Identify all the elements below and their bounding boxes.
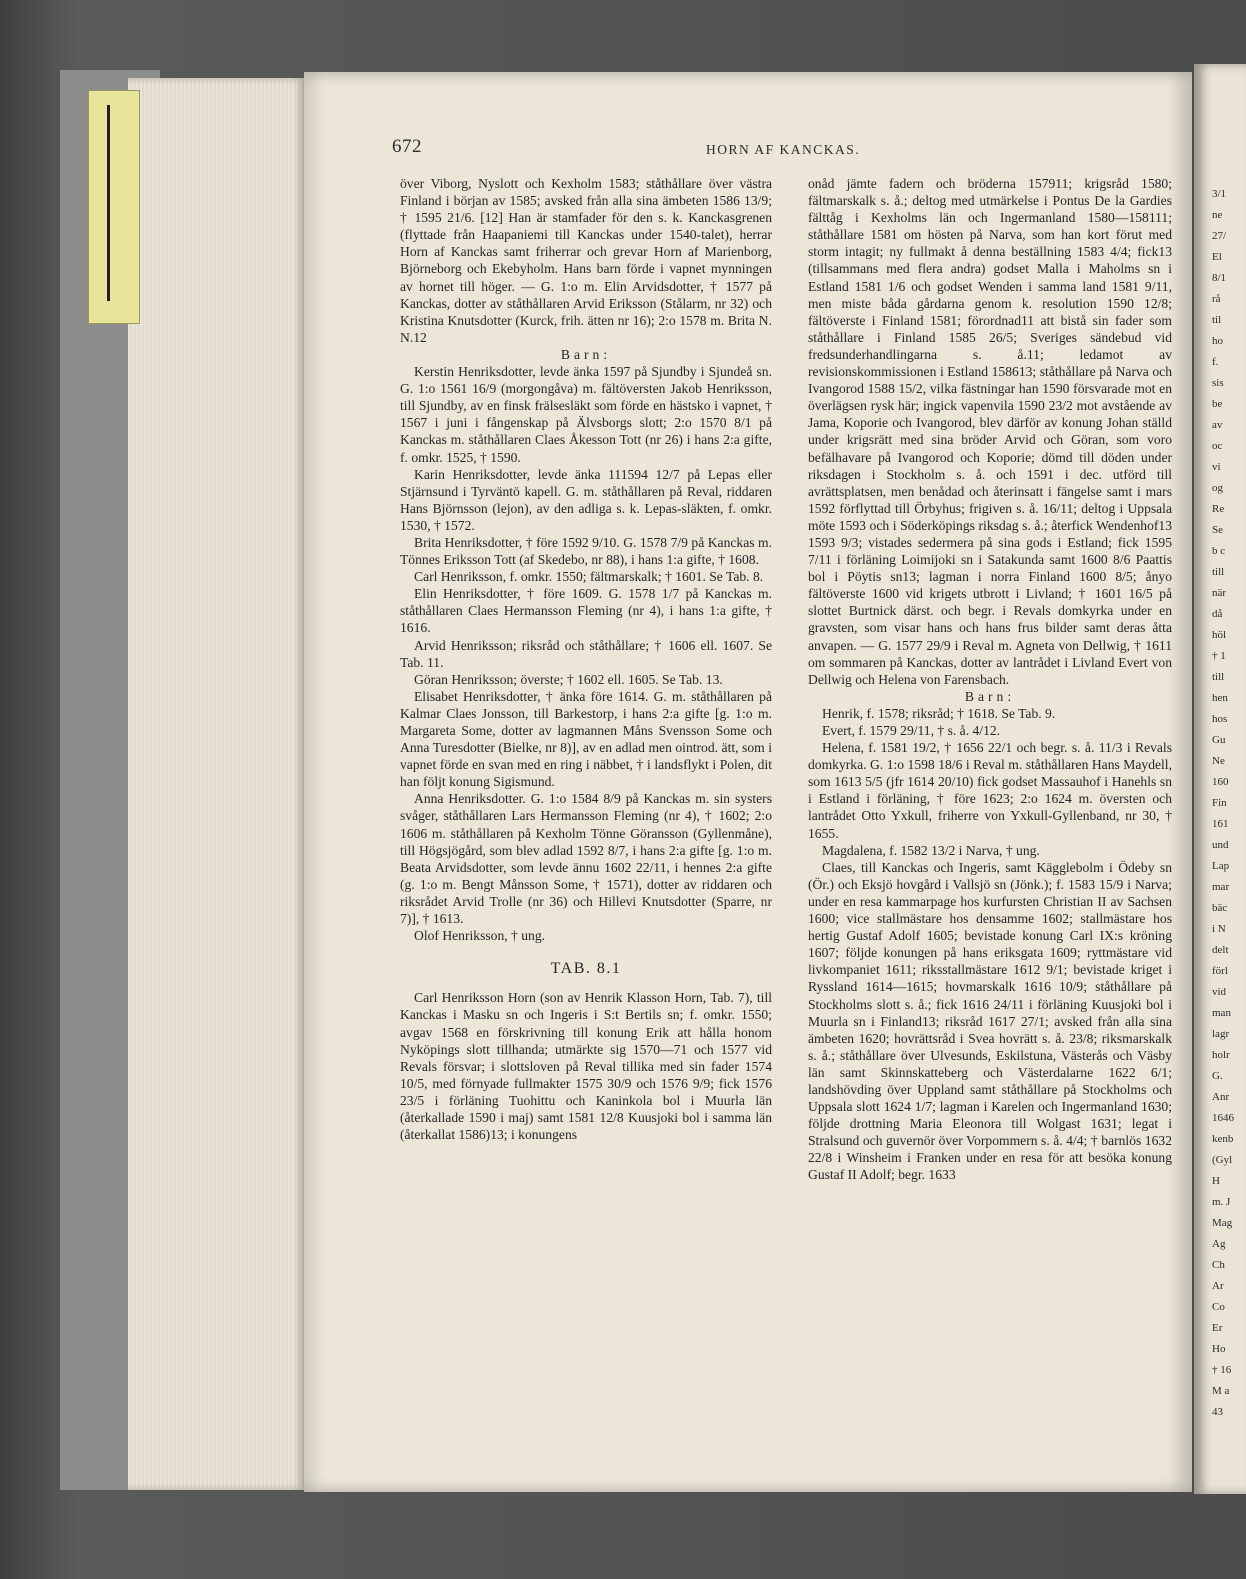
- next-page-fragment: Er: [1212, 1322, 1223, 1334]
- next-page-fragment: i N: [1212, 923, 1226, 935]
- next-page-fragment: Re: [1212, 503, 1225, 515]
- next-page-fragment: Fin: [1212, 797, 1227, 809]
- next-page-fragment: 8/1: [1212, 272, 1227, 284]
- paragraph: Göran Henriksson; överste; † 1602 ell. 1605. Se Tab. 13.: [414, 671, 723, 687]
- next-page-fragment: Ar: [1212, 1280, 1224, 1292]
- spine-label: [88, 90, 140, 324]
- next-page-fragment: 1646: [1212, 1112, 1234, 1124]
- next-page-fragment: vi: [1212, 461, 1221, 473]
- next-page-fragment: til: [1212, 314, 1222, 326]
- next-page-fragment: Co: [1212, 1301, 1225, 1313]
- running-head: HORN AF KANCKAS.: [706, 142, 861, 157]
- next-page-fragment: f.: [1212, 356, 1219, 368]
- next-page-fragment: und: [1212, 839, 1229, 851]
- paragraph: Anna Henriksdotter. G. 1:o 1584 8/9 på Kanckas m. sin systers svåger, ståthållaren Lars Hermansson Fleming (nr 4), † 1602; 2:o 1606 m. ståthållaren på Kexholm Tönne Göransson (Gyllenmåne), till Högsjögård, som blev adlad 1592 8/7, i hans 2:a gifte [g. 1:o m. Beata Arvidsdotter, som levde ännu 1602 22/11, i hennes 2:a gifte (g. 1:o m. Bengt Månsson Some, † 1571), dotter av riddaren och riksrådet Arvid Trolle (nr 36) och Hillevi Knutsdotter (Sparre, nr 7)], † 1613.: [400, 791, 772, 927]
- next-page-fragment: Anr: [1212, 1091, 1230, 1103]
- paragraph: Carl Henriksson, f. omkr. 1550; fältmarskalk; † 1601. Se Tab. 8.: [414, 569, 764, 585]
- next-page-fragment: kenb: [1212, 1133, 1234, 1145]
- next-page-fragment: m. J: [1212, 1196, 1231, 1208]
- next-page-fragment: Mag: [1212, 1217, 1233, 1229]
- paragraph: Magdalena, f. 1582 13/2 i Narva, † ung.: [822, 842, 1040, 858]
- paragraph: Karin Henriksdotter, levde änka 111594 12/7 på Lepas eller Stjärnsund i Tyrväntö kapell. G. m. ståthållaren på Reval, riddaren Hans Björnsson (lejon), av den adliga s. k. Lepas-släkten, f. omkr. 1530, † 1572.: [400, 466, 772, 533]
- next-page-fragment: förl: [1212, 965, 1228, 977]
- next-page-fragment: holr: [1212, 1049, 1230, 1061]
- next-page-fragment: † 16: [1212, 1364, 1232, 1376]
- next-page-fragment: Ch: [1212, 1259, 1225, 1271]
- next-page-fragment: M a: [1212, 1385, 1230, 1397]
- next-page-fragment: hos: [1212, 713, 1228, 725]
- next-page-fragment: G.: [1212, 1070, 1223, 1082]
- next-page-fragment: El: [1212, 251, 1222, 263]
- paragraph: Helena, f. 1581 19/2, † 1656 22/1 och begr. s. å. 11/3 i Revals domkyrka. G. 1:o 1598 18/6 i Reval m. ståthållaren Hans Maydell, som 1613 5/5 (jfr 1614 20/10) fick godset Massauhof i Hanehls sn i Estland i förläning, † före 1623; 2:o 1624 m. översten och lantrådet Otto Yxkull, friherre von Yxkull-Gyllenband, nr 30, † 1655.: [808, 740, 1172, 841]
- paragraph: Henrik, f. 1578; riksråd; † 1618. Se Tab. 9.: [822, 705, 1056, 721]
- page-number: 672: [392, 136, 422, 157]
- next-page-fragment: bäc: [1212, 902, 1228, 914]
- next-page-fragment: sis: [1212, 377, 1224, 389]
- book-page: [304, 72, 1192, 1492]
- next-page-fragment: 3/1: [1212, 188, 1227, 200]
- next-page-fragment: Gu: [1212, 734, 1226, 746]
- next-page-text: [1194, 64, 1246, 1423]
- next-page-fragment: 160: [1212, 776, 1229, 788]
- next-page-fragment: hen: [1212, 692, 1228, 704]
- next-page-fragment: då: [1212, 608, 1223, 620]
- page-header: [392, 136, 1092, 160]
- next-page-fragment: när: [1212, 587, 1227, 599]
- paragraph: Arvid Henriksson; riksråd och ståthållare; † 1606 ell. 1607. Se Tab. 11.: [400, 637, 772, 670]
- paragraph: Kerstin Henriksdotter, levde änka 1597 på Sjundby i Sjundeå sn. G. 1:o 1561 16/9 (morgongåva) m. fältöversten Jakob Henriksson, till Sjundby, av en finsk frälsesläkt som förde en hästsko i vapnet, † 1567 i juni i fångenskap på Älvsborgs slott; 2:o 1570 8/1 på Kanckas m. ståthållaren Claes Åkesson Tott (nr 26) i hans 2:a gifte, f. omkr. 1525, † 1590.: [400, 364, 772, 465]
- paragraph: Elisabet Henriksdotter, † änka före 1614. G. m. ståthållaren på Kalmar Claes Jonsson, till Barkestorp, i hans 2:a gifte [g. 1:o m. Margareta Some, dotter av lagmannen Måns Svensson Some och Anna Turesdotter (Bielke, nr 8)], av en adlad men ointrod. ätt, som i vapnet förde en svan med en ring i näbbet, † i landsflykt i Polen, dit han följt konung Sigismund.: [400, 688, 772, 790]
- paragraph: Evert, f. 1579 29/11, † s. å. 4/12.: [822, 723, 1001, 738]
- next-page-fragment: Lap: [1212, 860, 1230, 872]
- paragraph: Carl Henriksson Horn (son av Henrik Klasson Horn, Tab. 7), till Kanckas i Masku sn och Ingeris i S:t Bertils sn; f. omkr. 1550; avgav 1568 en förskrivning till konung Erik att hålla honom Nyköpings slott tillhanda; utmärkte sig 1570—71 och 1577 vid Revals försvar; i slottsloven på Reval tillika med sin fader 1574 10/5, med förnyade fullmakter 1575 30/9 och 1576 9/9; fick 1576 23/5 i förläning Tuohittu och Kaninkola bol i Muurla län (återkallade 1590 i maj) samt 1581 12/8 Kuusjoki bol i samma län (återkallat 1586)13; i konungens: [400, 990, 772, 1143]
- paragraph: över Viborg, Nyslott och Kexholm 1583; ståthållare över västra Finland i början av 1585; avsked från alla sina ämbeten 1586 13/9; † 1595 21/6. [12] Han är stamfader för den s. k. Kanckasgrenen (flyttade från Haapaniemi till Kanckas under 1540-talet), herrar Horn af Kanckas samt friherrar och grevar Horn af Marienborg, Björneborg och Ekebyholm. Hans barn förde i vapnet mynningen av hornet till höger. — G. 1:o m. Elin Arvidsdotter, † 1577 på Kanckas, dotter av ståthållaren Arvid Eriksson (Stålarm, nr 32) och Kristina Knutsdotter (Kurck, frih. ätten nr 16); 2:o 1578 m. Brita N. N.12: [400, 176, 772, 345]
- next-page-fragment: ne: [1212, 209, 1223, 221]
- next-page-fragment: Ag: [1212, 1238, 1226, 1250]
- next-page-fragment: Ne: [1212, 755, 1225, 767]
- page-edges: [128, 78, 306, 1490]
- next-page-fragment: lagr: [1212, 1028, 1230, 1040]
- next-page-edge: [1194, 64, 1246, 1494]
- next-page-fragment: till: [1212, 671, 1225, 683]
- paragraph: Olof Henriksson, † ung.: [414, 928, 546, 944]
- table-heading: TAB. 8.1: [550, 960, 622, 978]
- next-page-fragment: 161: [1212, 818, 1229, 830]
- next-page-fragment: av: [1212, 419, 1223, 431]
- next-page-fragment: ho: [1212, 335, 1223, 347]
- next-page-fragment: höl: [1212, 629, 1227, 641]
- next-page-fragment: Se: [1212, 524, 1223, 536]
- section-heading: Barn:: [560, 346, 612, 362]
- next-page-fragment: mar: [1212, 881, 1230, 893]
- next-page-fragment: till: [1212, 566, 1225, 578]
- next-page-fragment: 27/: [1212, 230, 1227, 242]
- next-page-fragment: man: [1212, 1007, 1231, 1019]
- next-page-fragment: rå: [1212, 293, 1221, 305]
- paragraph: onåd jämte fadern och bröderna 157911; krigsråd 1580; fältmarskalk s. å.; deltog med utmärkelse i Pontus De la Gardies fälttåg i Kexholms län och Ingermanland 1580—158111; ståthållare 1581 om hösten på Narva, som han kort förut med storm intagit; ny fullmakt å denna beställning 1583 4/4; fick13 (tillsammans med flera andra) godset Malla i Maholms sn i Estland 1581 1/6 och godset Wenden i samma land 1581 9/11, men miste båda gårdarna genom k. resolution 1590 12/8; fältöverste i Finland 1581; förordnad11 att bistå sin fader som ståthållare i Finland 1585 26/5; Sveriges sändebud vid fredsunderhandlingarna s. å.11; ledamot av revisionskommissionen i Estland 158613; ståthållare på Narva och Ivangorod 1588 15/2, vilka fästningar han 1590 försvarade mot en överlägsen rysk här; ingick vapenvila 1590 23/2 mot avstående av Jama, Koporie och Ivangorod, blev därför av konung Johan ställd under krigsrätt med sina bröder Arvid och Göran, som voro befälhavare på Ivangorod och Koporie; dömd till döden under riksdagen i Stockholm s. å. och 1591 i dec. utförd till avrättsplatsen, men benådad och återinsatt i fängelse samt i mars 1592 förflyttad till Örbyhus; frigiven s. å. 16/11; deltog i Uppsala möte 1593 och i Söderköpings riksdag s. å.; återfick Wendenhof13 1593 9/3; vistades sedermera på sina gods i Estland; fick 1595 7/11 i förläning Loimijoki sn i Satakunda samt 1600 8/6 Paattis bol i Pöytis sn13; lagman i norra Finland 1600 8/5; ånyo fältöverste 1600 vid krigets utbrott i Livland; † 1601 16/5 på slottet Burtnick därst. och begr. i Revals domkyrka under en gravsten, som visar hans och hans frus bilder samt deras åtta anvapen. — G. 1577 29/9 i Reval m. Agneta von Dellwig, † 1611 om sommaren på Kanckas, dotter av lantrådet i Livland Evert von Dellwig och Helena von Farensbach.: [808, 176, 1172, 687]
- paragraph: Brita Henriksdotter, † före 1592 9/10. G. 1578 7/9 på Kanckas m. Tönnes Eriksson Tott (af Skedebo, nr 88), i hans 1:a gifte, † 1608.: [400, 534, 772, 568]
- next-page-fragment: b c: [1212, 545, 1226, 557]
- next-page-fragment: oc: [1212, 440, 1223, 452]
- right-column: [808, 175, 1172, 1184]
- section-heading: Barn:: [964, 688, 1016, 704]
- next-page-fragment: 43: [1212, 1406, 1223, 1418]
- paragraph: Claes, till Kanckas och Ingeris, samt Kägglebolm i Ödeby sn (Ör.) och Eksjö hovgård i Vallsjö sn (Jönk.); f. 1583 15/9 i Narva; under en resa kammarpage hos kurfursten Christian II av Sachsen 1600; vice stallmästare hos densamme 1602; stallmästare hos hertig Gustaf Adolf 1605; bevistade konung Carl IX:s kröning 1607; följde konungen på hans eriksgata 1609; ryttmästare vid livkompaniet 1611; riksstallmästare 1612 9/1; bevistade kriget i Ryssland 1614—1615; hovmarskalk 1616 10/9; ståthållare på Stockholms slott s. å.; fick 1616 24/11 i förläning Kuusjoki bol i Muurla sn i Finland13; riksråd 1617 27/1; avsked från alla sina ämbeten 1620; hovrättsråd i Svea hovrätt s. å. 23/8; riksmarskalk s. å.; ståthållare över Ulvesunds, Eskilstuna, Västerås och Väsby län samt Skinnskatteberg och Västerdalarne 1622 6/1; landshövding över Uppland samt ståthållare på Stockholms och Uppsala slott 1624 1/7; lagman i Karelen och Ingermanland 1630; följde drottning Maria Eleonora till Wolgast 1631; legat i Stralsund och guvernör över Vorpommern s. å. 4/4; † barnlös 1632 22/8 i Winsheim i Franken under en resa för att besöka konung Gustaf II Adolf; begr. 1633: [808, 859, 1172, 1183]
- next-page-fragment: be: [1212, 398, 1223, 410]
- left-column: [400, 175, 772, 1143]
- next-page-fragment: vid: [1212, 986, 1227, 998]
- next-page-fragment: † 1: [1212, 650, 1226, 662]
- next-page-fragment: H: [1212, 1175, 1220, 1187]
- next-page-fragment: og: [1212, 482, 1223, 494]
- next-page-fragment: (Gyl: [1212, 1154, 1233, 1166]
- next-page-fragment: delt: [1212, 944, 1229, 956]
- next-page-fragment: Ho: [1212, 1343, 1226, 1355]
- paragraph: Elin Henriksdotter, † före 1609. G. 1578 1/7 på Kanckas m. ståthållaren Claes Hermansson Fleming (nr 4), i hans 1:a gifte, † 1616.: [400, 586, 772, 636]
